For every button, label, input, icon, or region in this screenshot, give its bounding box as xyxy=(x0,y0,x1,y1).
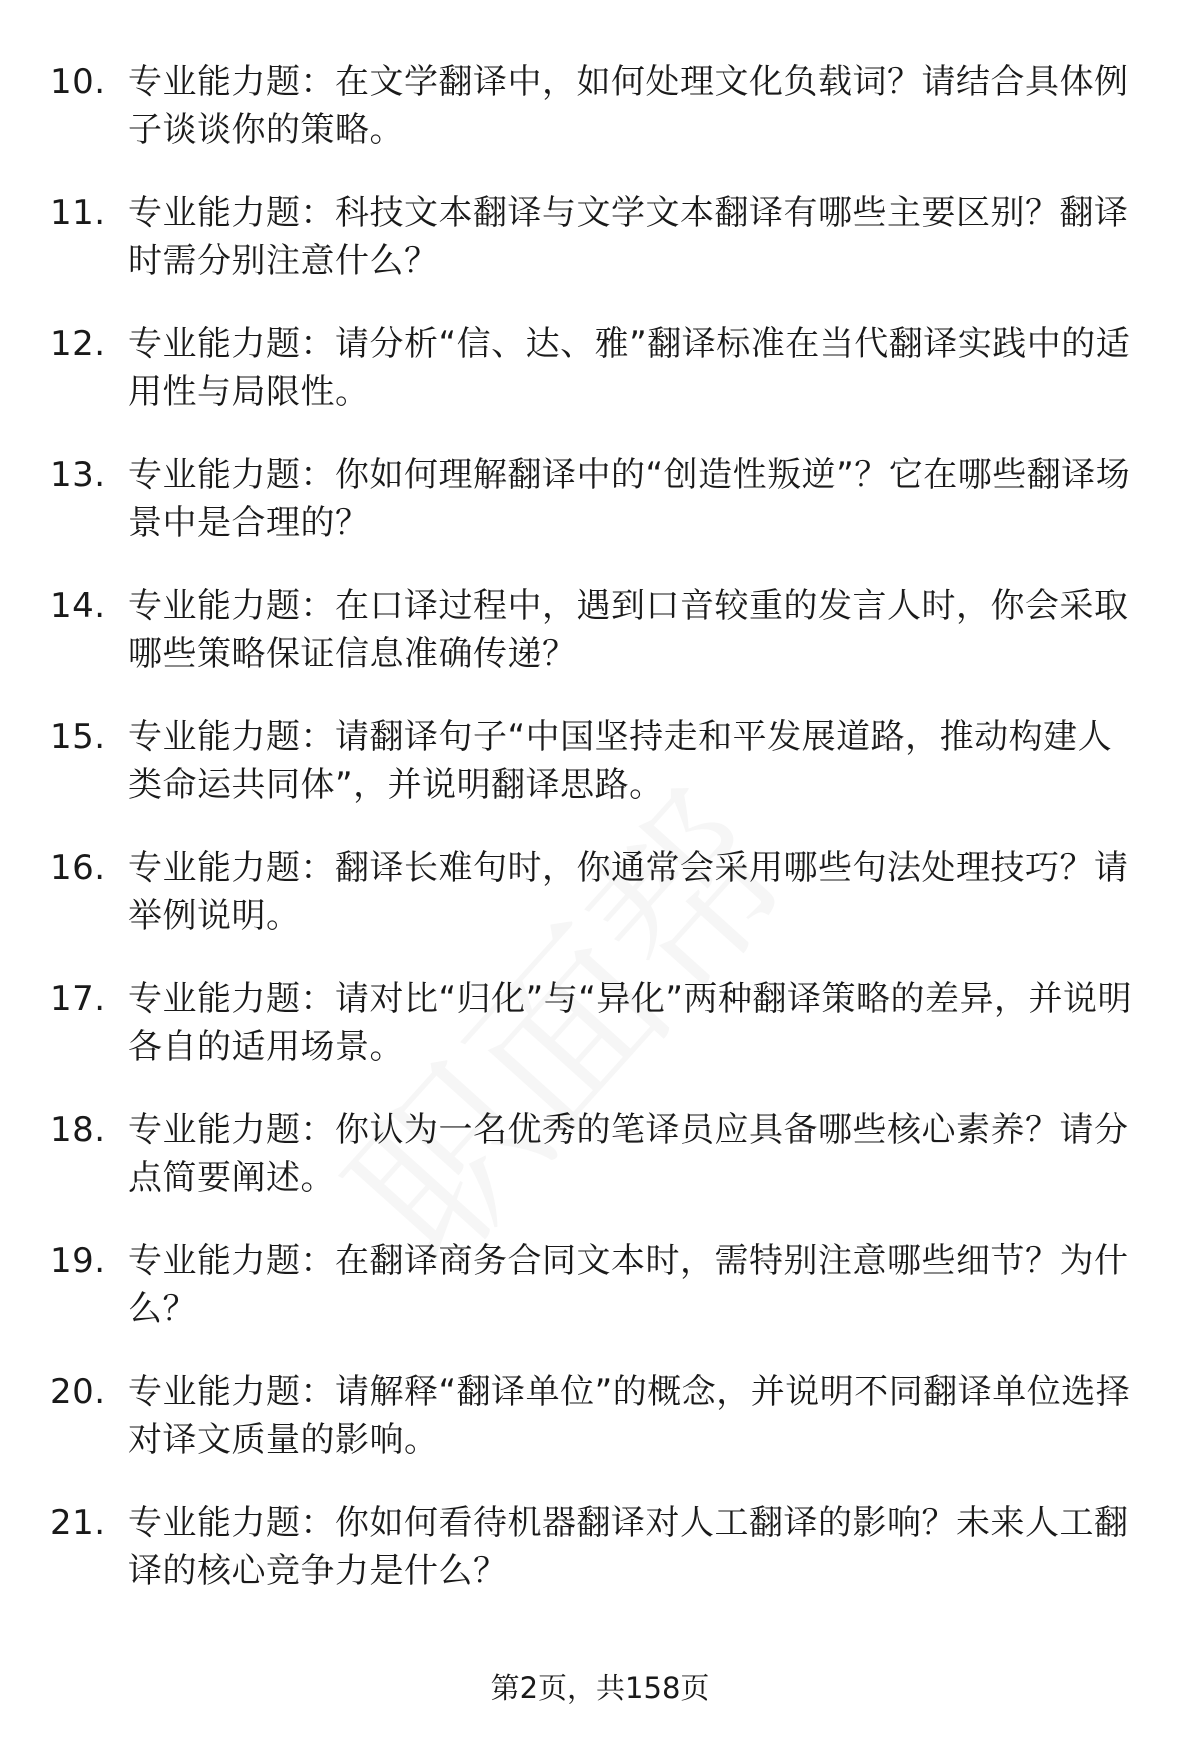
question-item xyxy=(50,1368,1150,1499)
question-text: 专业能力题：在口译过程中，遇到口音较重的发言人时，你会采取哪些策略保证信息准确传递？ xyxy=(128,586,1129,674)
question-number: 17. xyxy=(50,979,106,1019)
question-text: 专业能力题：请对比“归化”与“异化”两种翻译策略的差异，并说明各自的适用场景。 xyxy=(128,979,1132,1067)
question-item xyxy=(50,1237,1150,1368)
question-item xyxy=(50,58,1150,189)
question-number: 19. xyxy=(50,1241,106,1281)
question-text: 专业能力题：在文学翻译中，如何处理文化负载词？请结合具体例子谈谈你的策略。 xyxy=(128,62,1129,150)
question-number: 18. xyxy=(50,1110,106,1150)
question-item xyxy=(50,975,1150,1106)
question-number: 21. xyxy=(50,1503,106,1543)
question-item xyxy=(50,451,1150,582)
question-text: 专业能力题：请分析“信、达、雅”翻译标准在当代翻译实践中的适用性与局限性。 xyxy=(128,324,1131,412)
page-indicator: 第2页，共158页 xyxy=(490,1671,710,1705)
question-text: 专业能力题：请翻译句子“中国坚持走和平发展道路，推动构建人类命运共同体”，并说明翻译思路。 xyxy=(128,717,1113,805)
question-item xyxy=(50,320,1150,451)
question-list xyxy=(50,58,1150,1630)
question-text: 专业能力题：科技文本翻译与文学文本翻译有哪些主要区别？翻译时需分别注意什么？ xyxy=(128,193,1129,281)
question-text: 专业能力题：在翻译商务合同文本时，需特别注意哪些细节？为什么？ xyxy=(128,1241,1129,1329)
question-number: 16. xyxy=(50,848,106,888)
question-text: 专业能力题：请解释“翻译单位”的概念，并说明不同翻译单位选择对译文质量的影响。 xyxy=(128,1372,1131,1460)
question-number: 10. xyxy=(50,62,106,102)
question-text: 专业能力题：翻译长难句时，你通常会采用哪些句法处理技巧？请举例说明。 xyxy=(128,848,1129,936)
question-text: 专业能力题：你如何理解翻译中的“创造性叛逆”？它在哪些翻译场景中是合理的？ xyxy=(128,455,1131,543)
question-item xyxy=(50,1106,1150,1237)
question-text: 专业能力题：你如何看待机器翻译对人工翻译的影响？未来人工翻译的核心竞争力是什么？ xyxy=(128,1503,1129,1591)
question-number: 11. xyxy=(50,193,106,233)
question-number: 15. xyxy=(50,717,106,757)
question-number: 13. xyxy=(50,455,106,495)
question-item xyxy=(50,844,1150,975)
question-number: 14. xyxy=(50,586,106,626)
question-text: 专业能力题：你认为一名优秀的笔译员应具备哪些核心素养？请分点简要阐述。 xyxy=(128,1110,1129,1198)
question-item xyxy=(50,189,1150,320)
question-item xyxy=(50,1499,1150,1630)
question-number: 20. xyxy=(50,1372,106,1412)
question-item xyxy=(50,713,1150,844)
question-item xyxy=(50,582,1150,713)
question-number: 12. xyxy=(50,324,106,364)
